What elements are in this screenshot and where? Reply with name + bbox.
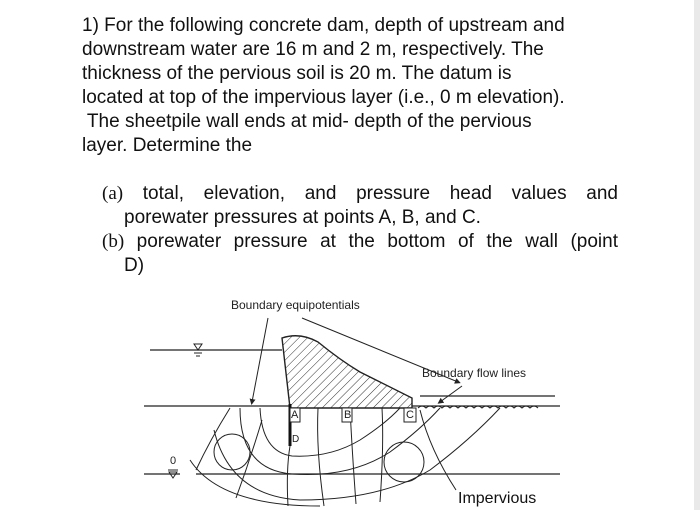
- concrete-dam: [282, 336, 412, 408]
- point-b-label: B: [344, 409, 352, 421]
- point-a-label: A: [291, 409, 299, 421]
- point-c-label: C: [406, 409, 414, 421]
- equipotential-lines: [196, 408, 456, 506]
- point-d-label: D: [292, 434, 300, 445]
- part-b-word: at: [320, 231, 336, 252]
- impervious-label: Impervious: [458, 490, 537, 507]
- part-a-label: (a): [102, 183, 124, 204]
- question-line-2: downstream water are 16 m and 2 m, respectively. The: [82, 39, 544, 60]
- datum-zero-label: 0: [170, 455, 177, 467]
- part-b-word: the: [486, 231, 513, 252]
- part-b-label: (b): [102, 231, 125, 252]
- question-line-3: thickness of the pervious soil is 20 m. The datum is: [82, 63, 512, 84]
- part-a-word: and: [304, 183, 337, 204]
- question-line-4: located at top of the impervious layer (i.e., 0 m elevation).: [82, 87, 565, 108]
- part-b-line-2: D): [124, 255, 145, 276]
- part-b-word: of: [457, 231, 474, 252]
- boundary-equipotentials-label: Boundary equipotentials: [231, 298, 360, 312]
- question-line-5: The sheetpile wall ends at mid- depth of the pervious: [82, 111, 532, 132]
- part-a-word: total,: [142, 183, 184, 204]
- part-a-word: elevation,: [203, 183, 286, 204]
- part-b-word: porewater: [136, 231, 222, 252]
- question-line-6: layer. Determine the: [82, 135, 253, 156]
- part-b-word: bottom: [387, 231, 446, 252]
- part-b-word: pressure: [233, 231, 308, 252]
- question-line-1: 1) For the following concrete dam, depth of upstream and: [82, 15, 565, 36]
- part-a-word: values: [511, 183, 567, 204]
- flow-net-circle: [214, 434, 250, 470]
- boundary-flow-line-pointer: [440, 386, 462, 402]
- page-edge: [694, 0, 700, 510]
- boundary-flow-lines-label: Boundary flow lines: [422, 366, 527, 380]
- part-a-line-2: porewater pressures at points A, B, and C.: [124, 207, 481, 228]
- flow-lines: [190, 408, 500, 506]
- part-a-word: and: [586, 183, 618, 204]
- part-b-word: the: [348, 231, 375, 252]
- part-a-word: head: [449, 183, 492, 204]
- part-b-word: wall: [525, 231, 558, 252]
- part-b-word: (point: [570, 231, 618, 252]
- boundary-equipotential-line: [252, 318, 268, 402]
- part-a-word: pressure: [356, 183, 431, 204]
- flow-net-circle: [384, 442, 424, 482]
- downstream-boundary-chain: [418, 406, 538, 408]
